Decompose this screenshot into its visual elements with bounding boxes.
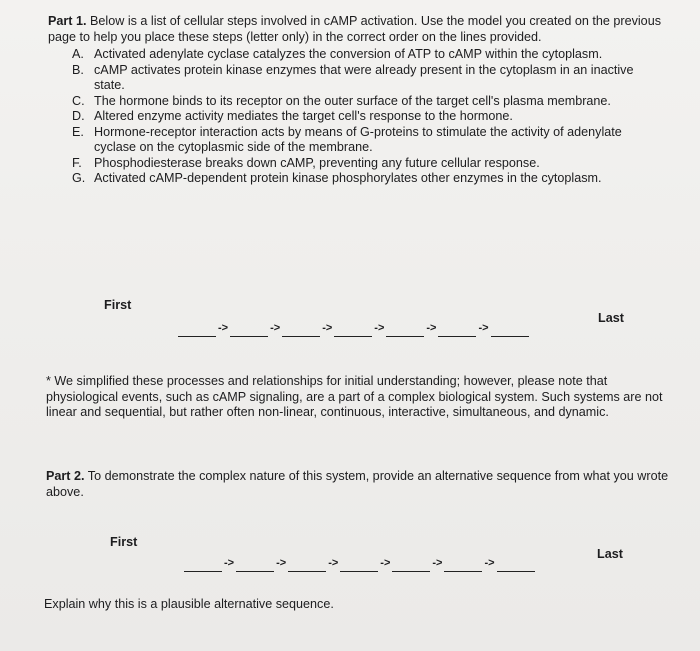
step-letter: D.: [72, 109, 85, 123]
arrow-icon: ->: [322, 322, 333, 334]
complexity-note: * We simplified these processes and relationships for initial understanding; however, please note that physiological events, such as cAMP signaling, are a part of a complex biological system. Such systems are not linear and sequential, but rather often non-linear, continuous, interactive, simultaneous, and dynamic.: [46, 374, 663, 419]
step-b: [72, 63, 666, 94]
step-text: cAMP activates protein kinase enzymes that were already present in the cytoplasm in an inactive state.: [94, 62, 634, 92]
step-letter: A.: [72, 47, 84, 61]
part2-intro: To demonstrate the complex nature of this system, provide an alternative sequence from what you wrote above.: [46, 469, 669, 499]
step-letter: B.: [72, 62, 84, 77]
step-text: Altered enzyme activity mediates the target cell's response to the hormone.: [94, 109, 513, 123]
part1-first-label: First: [104, 298, 132, 312]
answer-blank-5[interactable]: [386, 322, 424, 337]
explain-prompt: Explain why this is a plausible alternative sequence.: [44, 597, 334, 611]
step-f: [72, 156, 666, 172]
step-letter: E.: [72, 124, 84, 139]
alt-answer-blank-7[interactable]: [497, 557, 535, 572]
part1-section: [48, 14, 666, 187]
step-d: [72, 109, 666, 125]
steps-list: [48, 47, 666, 187]
arrow-icon: ->: [426, 322, 437, 334]
arrow-icon: ->: [270, 322, 281, 334]
step-letter: C.: [72, 93, 85, 108]
answer-blank-7[interactable]: [491, 322, 529, 337]
step-a: [72, 47, 666, 63]
part1-intro-paragraph: [48, 14, 666, 45]
part2-first-label: First: [110, 535, 138, 549]
part2-heading: Part 2.: [46, 469, 85, 483]
arrow-icon: ->: [484, 557, 495, 569]
step-text: Activated adenylate cyclase catalyzes the conversion of ATP to cAMP within the cytoplasm.: [94, 47, 603, 61]
step-text: The hormone binds to its receptor on the outer surface of the target cell's plasma membrane.: [94, 93, 611, 108]
part1-heading: Part 1.: [48, 14, 87, 28]
part2-sequence: [184, 557, 535, 572]
arrow-icon: ->: [276, 557, 287, 569]
arrow-icon: ->: [478, 322, 489, 334]
step-text: Phosphodiesterase breaks down cAMP, preventing any future cellular response.: [94, 155, 540, 170]
answer-blank-4[interactable]: [334, 322, 372, 337]
step-text: Hormone-receptor interaction acts by means of G-proteins to stimulate the activity of adenylate cyclase on the cytoplasmic side of the membrane.: [94, 124, 622, 154]
arrow-icon: ->: [374, 322, 385, 334]
part1-sequence: [178, 322, 529, 337]
alt-answer-blank-3[interactable]: [288, 557, 326, 572]
answer-blank-1[interactable]: [178, 322, 216, 337]
part1-intro: Below is a list of cellular steps involved in cAMP activation. Use the model you created on the previous page to help you place these steps (letter only) in the correct order on the lines provided.: [48, 14, 661, 44]
step-e: [72, 125, 666, 156]
alt-answer-blank-4[interactable]: [340, 557, 378, 572]
step-g: [72, 171, 666, 187]
answer-blank-3[interactable]: [282, 322, 320, 337]
alt-answer-blank-1[interactable]: [184, 557, 222, 572]
part2-intro-paragraph: [46, 469, 670, 500]
step-c: [72, 94, 666, 110]
step-letter: F.: [72, 155, 82, 170]
alt-answer-blank-5[interactable]: [392, 557, 430, 572]
part1-last-label: Last: [598, 311, 624, 325]
arrow-icon: ->: [432, 557, 443, 569]
step-letter: G.: [72, 171, 86, 185]
arrow-icon: ->: [218, 322, 229, 334]
answer-blank-6[interactable]: [438, 322, 476, 337]
alt-answer-blank-6[interactable]: [444, 557, 482, 572]
alt-answer-blank-2[interactable]: [236, 557, 274, 572]
part2-last-label: Last: [597, 547, 623, 561]
arrow-icon: ->: [380, 557, 391, 569]
arrow-icon: ->: [328, 557, 339, 569]
answer-blank-2[interactable]: [230, 322, 268, 337]
arrow-icon: ->: [224, 557, 235, 569]
step-text: Activated cAMP-dependent protein kinase phosphorylates other enzymes in the cytoplasm.: [94, 171, 602, 185]
